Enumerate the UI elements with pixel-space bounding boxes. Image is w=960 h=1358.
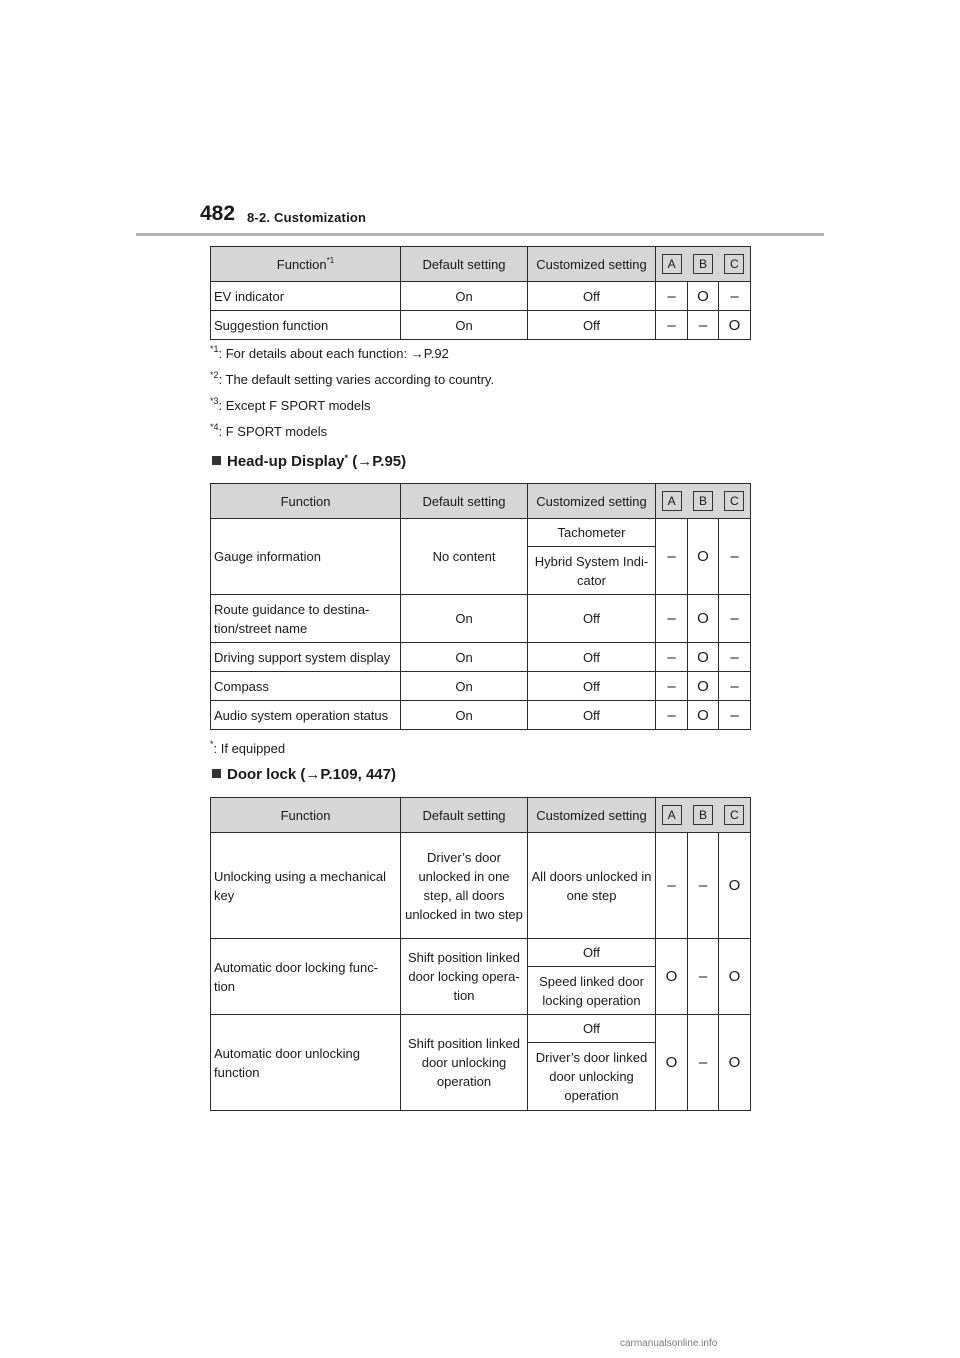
cell-default: Shift position linked door locking opera-tion [401,939,528,1015]
cell-custom: All doors unlocked in one step [528,833,656,939]
cell-a: – [656,701,688,730]
table-row [211,282,751,311]
cell-c: – [719,595,751,643]
cell-function: Driving support system display [211,643,401,672]
box-c-icon: C [724,805,744,825]
bullet-square-icon [212,456,221,465]
cell-a: – [656,672,688,701]
cell-custom: Speed linked door locking operation [528,967,656,1015]
col-header-custom: Customized setting [528,798,656,833]
cell-custom: Tachometer [528,519,656,547]
cell-custom: Off [528,701,656,730]
cell-b: O [688,519,719,595]
col-header-function: Function$^{*1}$ [211,247,401,282]
cell-function: Route guidance to destina-tion/street name [211,595,401,643]
col-header-abc [656,798,751,833]
table-row [211,595,751,643]
cell-default: On [401,282,528,311]
table-function-settings [210,246,751,340]
cell-custom: Off [528,311,656,340]
footnote-2: $^{*2}$: The default setting varies according to country. [210,370,495,387]
table-header-row [211,798,751,833]
cell-c: – [719,282,751,311]
cell-custom: Off [528,282,656,311]
col-header-function: Function [211,798,401,833]
cell-default: Shift position linked door unlocking operation [401,1015,528,1111]
subhead-head-up-display: Head-up Display* (→P.95) [212,453,406,470]
footnote-if-equipped: *: If equipped [210,739,286,756]
box-b-icon: B [693,491,713,511]
box-a-icon: A [662,805,682,825]
page-number: 482 [200,202,236,225]
cell-function: Suggestion function [211,311,401,340]
cell-b: O [688,643,719,672]
cell-function: Gauge information [211,519,401,595]
col-header-default: Default setting [401,247,528,282]
cell-default: On [401,311,528,340]
table-row [211,672,751,701]
col-header-default: Default setting [401,484,528,519]
box-c-icon: C [724,254,744,274]
cell-function: EV indicator [211,282,401,311]
cell-custom: Off [528,939,656,967]
cell-c: O [719,1015,751,1111]
box-b-icon: B [693,254,713,274]
col-header-abc [656,247,751,282]
col-header-custom: Customized setting [528,247,656,282]
table-row [211,519,751,547]
header-divider [136,233,824,236]
cell-custom: Off [528,1015,656,1043]
cell-b: – [688,311,719,340]
cell-c: O [719,939,751,1015]
cell-b: – [688,833,719,939]
cell-custom: Off [528,643,656,672]
section-title: 8-2. Customization [247,210,367,225]
table-row [211,643,751,672]
cell-function: Automatic door locking func-tion [211,939,401,1015]
cell-c: – [719,519,751,595]
col-header-abc [656,484,751,519]
table-row [211,939,751,967]
bullet-square-icon [212,769,221,778]
cell-b: O [688,701,719,730]
cell-a: – [656,643,688,672]
cell-b: – [688,939,719,1015]
cell-c: O [719,833,751,939]
footnote-1: $^{*1}$: For details about each function: →P.92 [210,344,449,361]
subhead-door-lock: Door lock (→P.109, 447) [212,766,396,783]
table-row [211,701,751,730]
table-header-row [211,247,751,282]
table-door-lock [210,797,751,1111]
cell-default: On [401,701,528,730]
box-b-icon: B [693,805,713,825]
col-header-function: Function [211,484,401,519]
cell-a: O [656,939,688,1015]
cell-custom: Hybrid System Indi-cator [528,547,656,595]
cell-function: Unlocking using a mechanical key [211,833,401,939]
cell-a: – [656,595,688,643]
table-head-up-display [210,483,751,730]
cell-c: – [719,672,751,701]
cell-function: Automatic door unlocking function [211,1015,401,1111]
cell-default: On [401,643,528,672]
table-row [211,1015,751,1043]
cell-a: O [656,1015,688,1111]
cell-default: No content [401,519,528,595]
cell-default: On [401,672,528,701]
box-c-icon: C [724,491,744,511]
table-header-row [211,484,751,519]
cell-b: O [688,282,719,311]
cell-default: Driver’s door unlocked in one step, all doors unlocked in two step [401,833,528,939]
table-row [211,833,751,939]
cell-c: – [719,643,751,672]
cell-a: – [656,311,688,340]
cell-custom: Driver’s door linked door unlocking operation [528,1043,656,1111]
cell-b: – [688,1015,719,1111]
table-row [211,311,751,340]
cell-custom: Off [528,672,656,701]
col-header-custom: Customized setting [528,484,656,519]
box-a-icon: A [662,254,682,274]
cell-b: O [688,672,719,701]
cell-a: – [656,833,688,939]
cell-a: – [656,282,688,311]
cell-a: – [656,519,688,595]
cell-c: – [719,701,751,730]
cell-b: O [688,595,719,643]
footnote-3: $^{*3}$: Except F SPORT models [210,396,371,413]
cell-custom: Off [528,595,656,643]
cell-function: Compass [211,672,401,701]
cell-function: Audio system operation status [211,701,401,730]
cell-default: On [401,595,528,643]
col-header-default: Default setting [401,798,528,833]
footnote-4: $^{*4}$: F SPORT models [210,422,328,439]
footer-watermark: carmanualsonline.info [620,1338,718,1349]
box-a-icon: A [662,491,682,511]
cell-c: O [719,311,751,340]
